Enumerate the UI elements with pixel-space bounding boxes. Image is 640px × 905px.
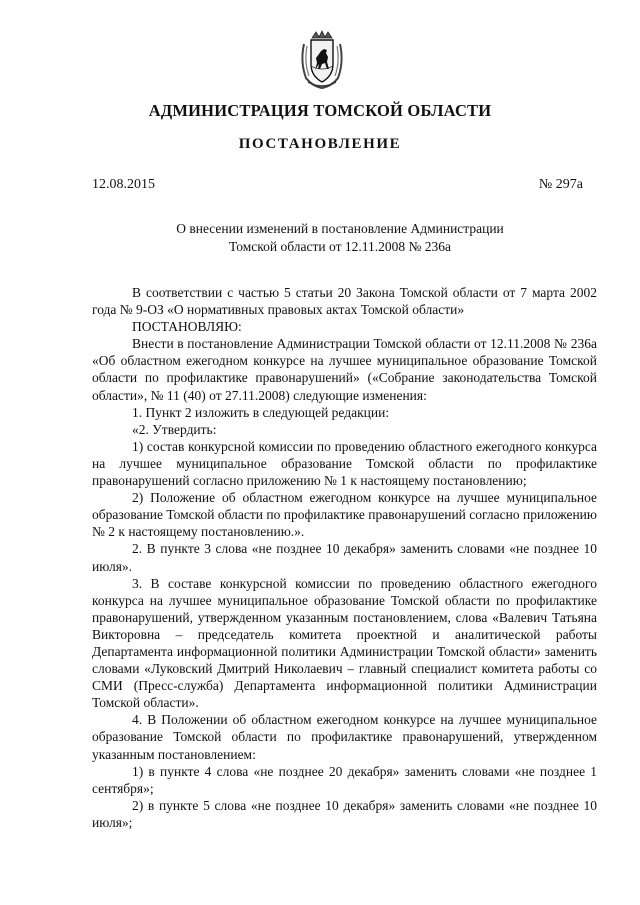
document-body (92, 284, 597, 831)
document-subject (150, 220, 530, 256)
subject-line: Томской области от 12.11.2008 № 236а (229, 239, 451, 254)
paragraph-resolve: ПОСТАНОВЛЯЮ: (132, 319, 242, 335)
paragraph-item-2: 2. В пункте 3 слова «не позднее 10 декабря» заменить словами «не позднее 10 июля». (92, 541, 597, 574)
paragraph-item-1-quote: «2. Утвердить: (132, 421, 217, 437)
subject-line: О внесении изменений в постановление Администрации (176, 221, 504, 236)
document-date: 12.08.2015 (92, 177, 155, 192)
document-number: № 297а (538, 177, 583, 192)
paragraph-item-3: 3. В составе конкурсной комиссии по проведению областного ежегодного конкурса на лучшее муниципальное образование Томской области по профилактике правонарушений, утвержденном указанным постановлением, слова «Валевич Татьяна Викторовна – председатель комитета проектной и аналитической работы Департамента информационной политики Администрации Томской области» заменить словами «Луковский Дмитрий Николаевич – главный специалист комитета работы со СМИ (Пресс-служба) Департамента информационной политики Администрации Томской области». (92, 575, 597, 711)
paragraph-item-4: 4. В Положении об областном ежегодном конкурсе на лучшее муниципальное образование Томской области по профилактике правонарушений, утвержденном указанным постановлением: (92, 712, 597, 762)
coat-of-arms-emblem (298, 30, 346, 90)
organization-title: АДМИНИСТРАЦИЯ ТОМСКОЙ ОБЛАСТИ (148, 101, 492, 120)
paragraph-item-4-sub-2: 2) в пункте 5 слова «не позднее 10 декабря» заменить словами «не позднее 10 июля»; (92, 797, 597, 830)
paragraph-item-1-sub-2: 2) Положение об областном ежегодном конкурсе на лучшее муниципальное образование Томской области по профилактике правонарушений согласно приложению № 2 к настоящему постановлению.». (92, 490, 597, 540)
document-type-title: ПОСТАНОВЛЕНИЕ (238, 136, 402, 152)
paragraph-intro: Внести в постановление Администрации Томской области от 12.11.2008 № 236а «Об областном ежегодном конкурсе на лучшее муниципальное образование Томской области по профилактике правонарушений» («Собрание законодательства Томской области», № 11 (40) от 27.11.2008) следующие изменения: (92, 336, 597, 403)
paragraph-item-4-sub-1: 1) в пункте 4 слова «не позднее 20 декабря» заменить словами «не позднее 1 сентября»; (92, 763, 597, 796)
paragraph-item-1: 1. Пункт 2 изложить в следующей редакции: (132, 404, 390, 420)
paragraph-item-1-sub-1: 1) состав конкурсной комиссии по проведению областного ежегодного конкурса на лучшее муниципальное образование Томской области по профилактике правонарушений согласно приложению № 1 к настоящему постановлению; (92, 438, 597, 489)
paragraph-preamble: В соответствии с частью 5 статьи 20 Закона Томской области от 7 марта 2002 года № 9-ОЗ «О нормативных правовых актах Томской области» (92, 285, 597, 318)
